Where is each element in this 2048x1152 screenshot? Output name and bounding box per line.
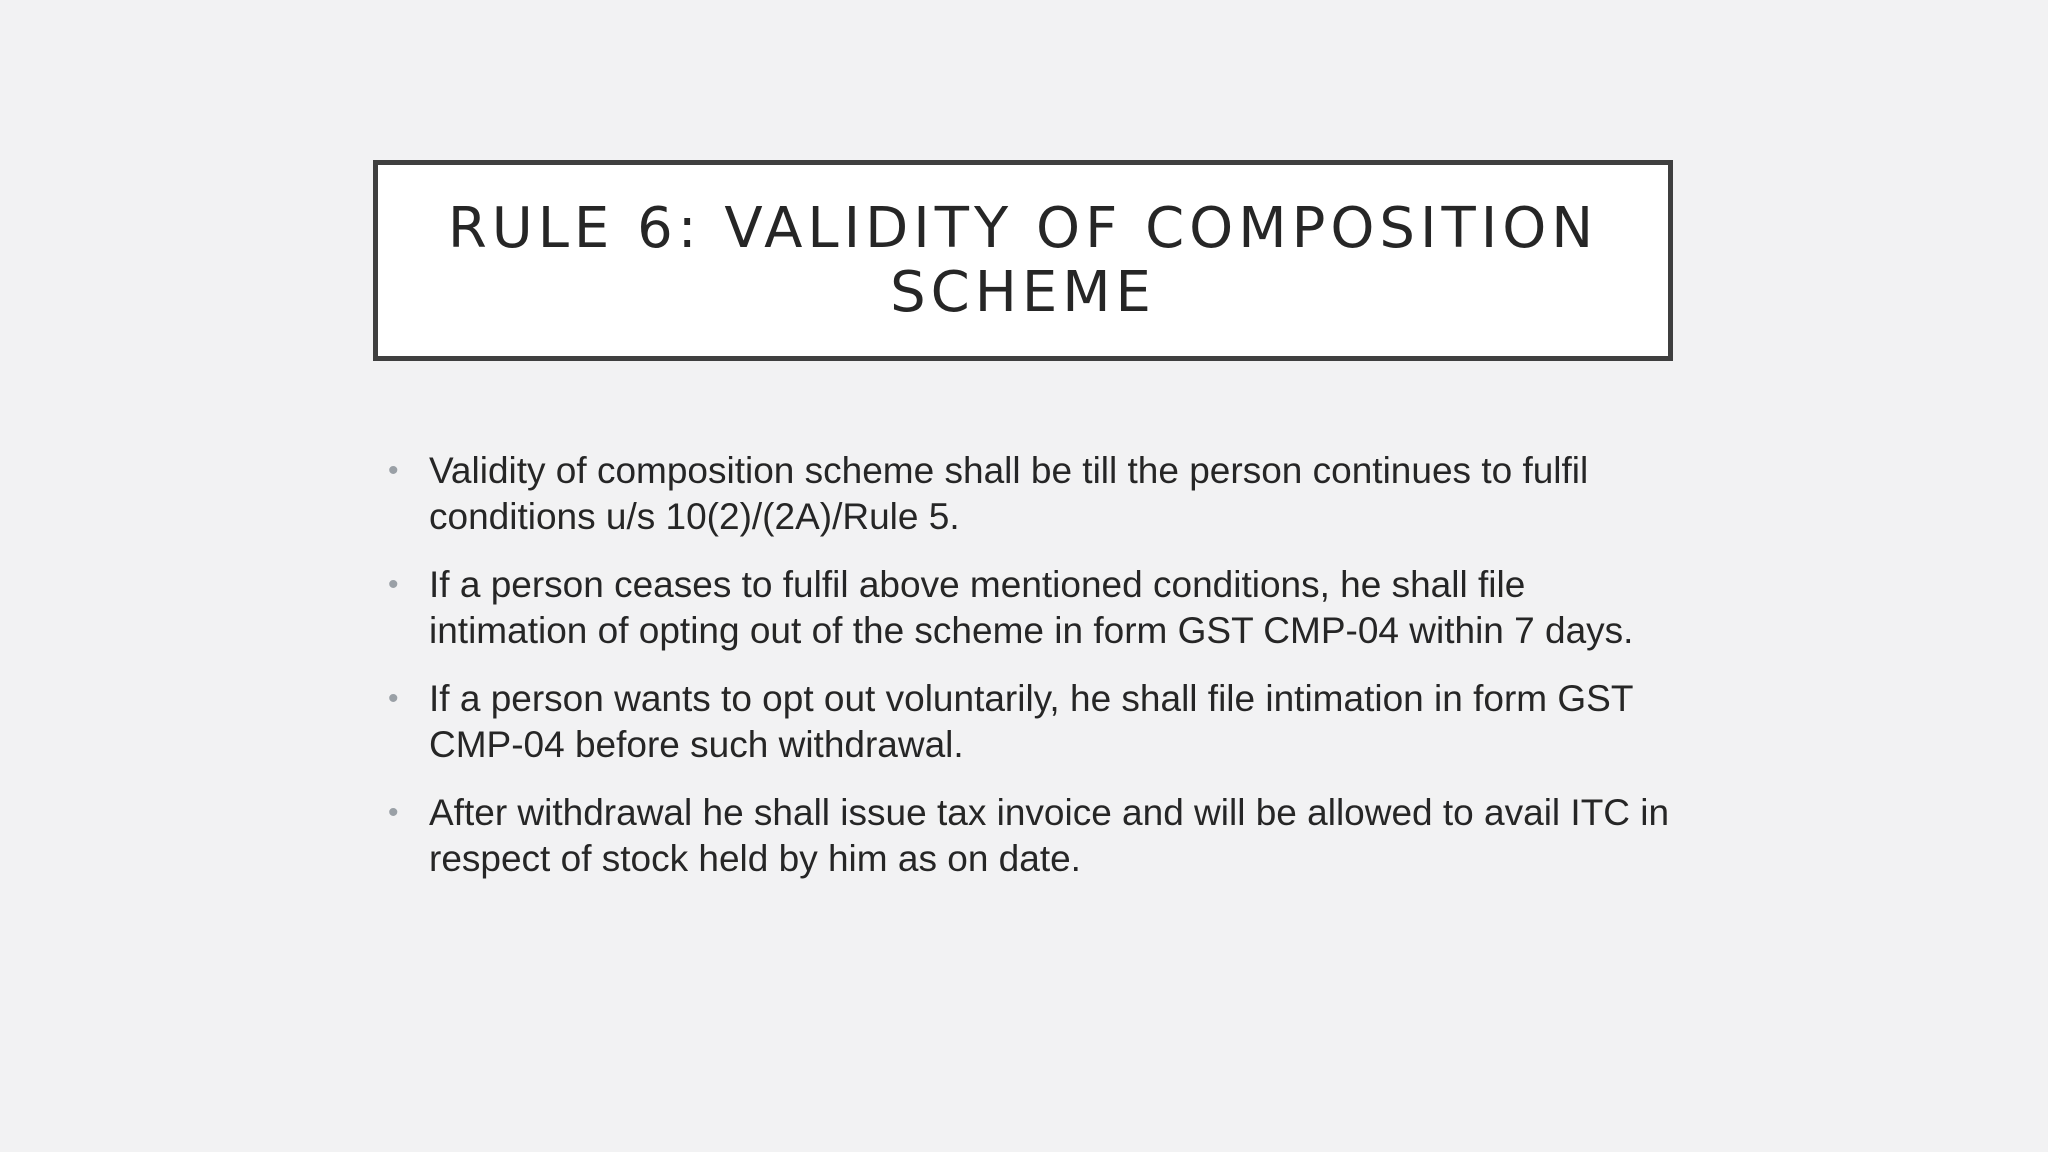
slide-title: RULE 6: VALIDITY OF COMPOSITION SCHEME <box>447 195 1599 325</box>
bullet-item <box>386 448 1676 540</box>
bullet-dot-icon: • <box>388 796 399 829</box>
bullet-text: Validity of composition scheme shall be till the person continues to fulfil conditions u/s 10(2)/(2A)/Rule 5. <box>429 450 1589 537</box>
bullet-dot-icon: • <box>388 568 399 601</box>
bullet-list <box>386 448 1676 904</box>
bullet-dot-icon: • <box>388 454 399 487</box>
bullet-dot-icon: • <box>388 682 399 715</box>
bullet-item <box>386 676 1676 768</box>
bullet-text: After withdrawal he shall issue tax invoice and will be allowed to avail ITC in respect of stock held by him as on date. <box>429 792 1670 879</box>
title-box <box>373 160 1673 361</box>
bullet-item <box>386 562 1676 654</box>
bullet-text: If a person wants to opt out voluntarily, he shall file intimation in form GST CMP-04 before such withdrawal. <box>429 678 1633 765</box>
bullet-text: If a person ceases to fulfil above mentioned conditions, he shall file intimation of opting out of the scheme in form GST CMP-04 within 7 days. <box>429 564 1634 651</box>
bullet-item <box>386 790 1676 882</box>
